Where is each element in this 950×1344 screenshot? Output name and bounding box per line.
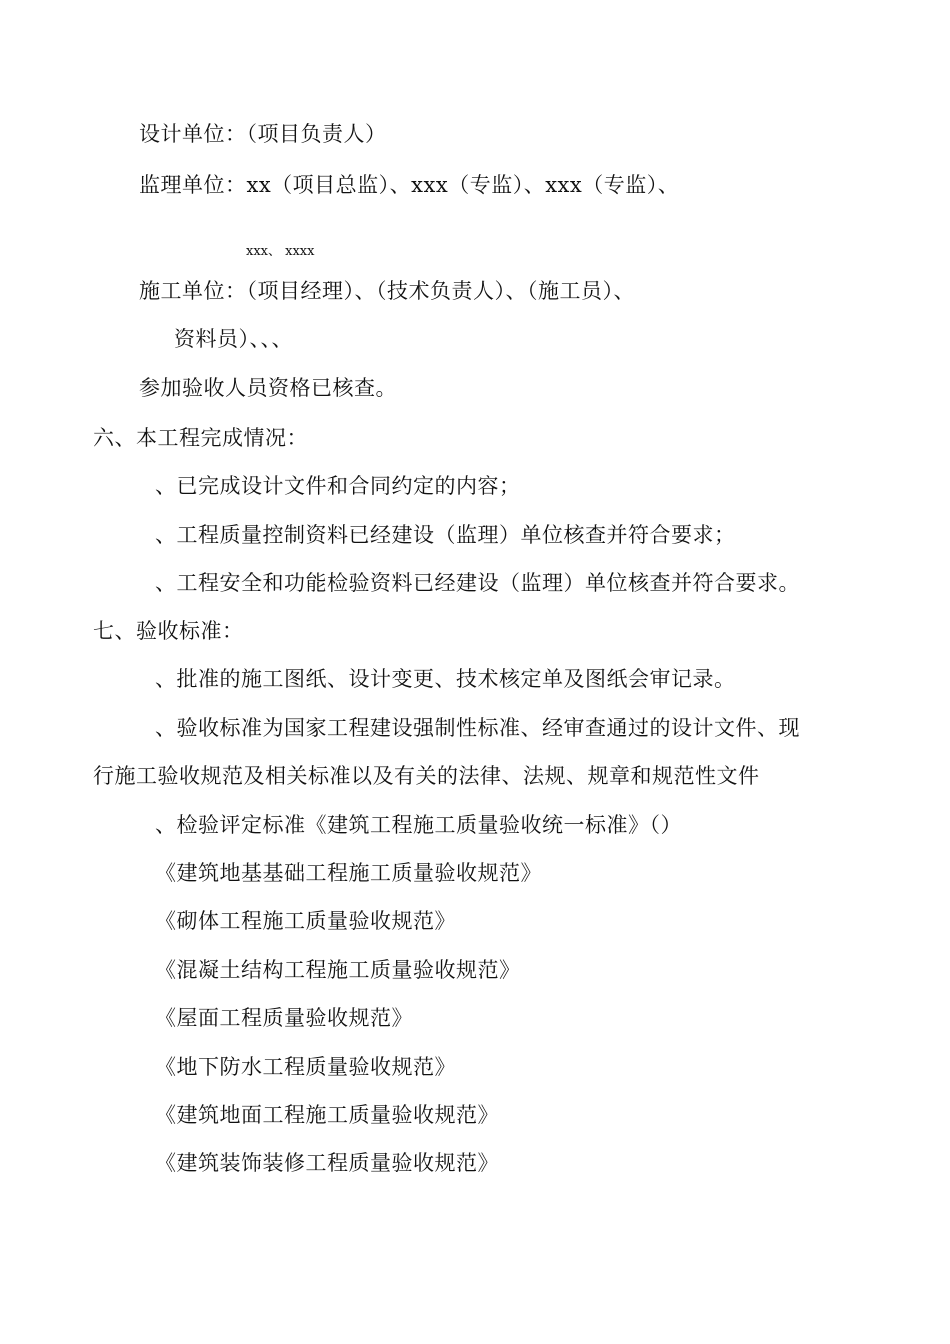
qualification-line: 参加验收人员资格已核查。 [139, 376, 397, 400]
standard-item: 《屋面工程质量验收规范》 [155, 1006, 413, 1030]
section-6-item-3: 、工程安全和功能检验资料已经建设（监理）单位核查并符合要求。 [155, 571, 800, 595]
supervision-unit-continuation: xxx、 xxxx [246, 244, 315, 259]
section-7-item-2-line-2: 行施工验收规范及相关标准以及有关的法律、法规、规章和规范性文件 [93, 764, 760, 788]
standard-item: 《建筑地基基础工程施工质量验收规范》 [155, 861, 542, 885]
section-6-item-2: 、工程质量控制资料已经建设（监理）单位核查并符合要求； [155, 523, 736, 547]
standard-item: 《地下防水工程质量验收规范》 [155, 1055, 456, 1079]
section-7-item-2-line-1: 、验收标准为国家工程建设强制性标准、经审查通过的设计文件、现 [155, 716, 800, 740]
standard-item: 《混凝土结构工程施工质量验收规范》 [155, 958, 521, 982]
section-7-item-1: 、批准的施工图纸、设计变更、技术核定单及图纸会审记录。 [155, 667, 736, 691]
supervision-unit-line: 监理单位：xx（项目总监）、xxx（专监）、xxx（专监）、 [139, 173, 680, 197]
standard-item: 《砌体工程施工质量验收规范》 [155, 909, 456, 933]
section-6-item-1: 、已完成设计文件和合同约定的内容； [155, 474, 521, 498]
section-7-item-3: 、检验评定标准《建筑工程施工质量验收统一标准》（） [155, 813, 682, 837]
section-7-title: 七、验收标准： [93, 619, 244, 643]
construction-unit-continuation: 资料员）、、、 [174, 327, 293, 351]
standard-item: 《建筑地面工程施工质量验收规范》 [155, 1103, 499, 1127]
standard-item: 《建筑装饰装修工程质量验收规范》 [155, 1151, 499, 1175]
design-unit-line: 设计单位：（项目负责人） [139, 122, 387, 146]
section-6-title: 六、本工程完成情况： [93, 426, 308, 450]
construction-unit-line: 施工单位：（项目经理）、（技术负责人）、（施工员）、 [139, 279, 635, 303]
